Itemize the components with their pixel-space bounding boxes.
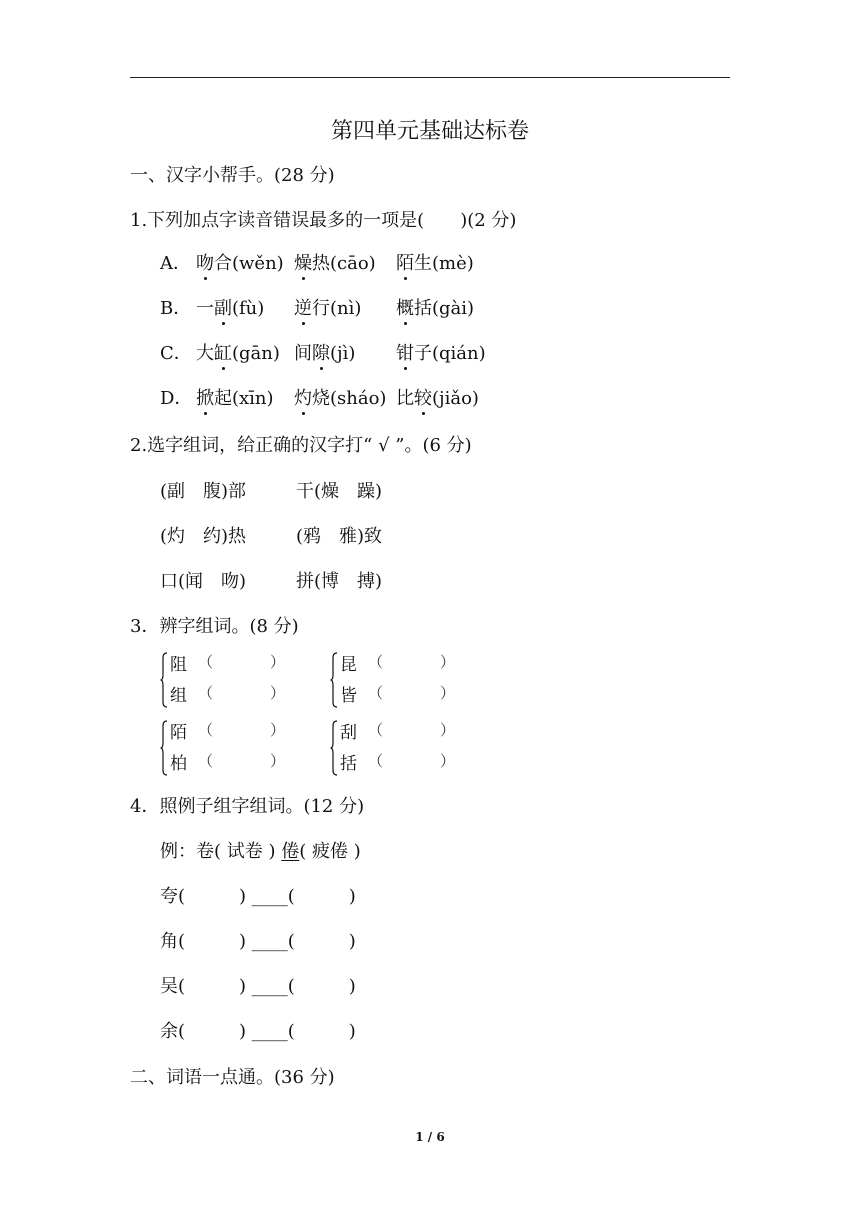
close-paren: ） [270,653,286,671]
q1-option-word [294,384,386,410]
q1-option-letter: C． [160,343,192,364]
close-paren: ） [440,721,456,739]
word-suffix: (fù) [232,298,265,319]
word-prefix: 比 [396,388,414,409]
open-paren: （ [198,684,214,702]
word-suffix: (jì) [330,343,356,364]
open-paren: （ [368,684,384,702]
q3-char: 柏 [170,754,187,774]
close-paren: ） [270,721,286,739]
dotted-char: 隙 [312,339,330,365]
q1-option-word [294,294,361,320]
open-paren: （ [198,752,214,770]
open-paren: （ [198,721,214,739]
close-paren: ） [440,653,456,671]
q3-char-pair [160,650,310,712]
close-paren: ） [440,684,456,702]
q2-item: 口(闻 吻) [160,571,247,592]
q1-option-word [396,294,474,320]
section-1-heading: 一、汉字小帮手。(28 分) [130,165,335,186]
q1-option-word [396,384,479,410]
q1-option-letter: B． [160,298,192,319]
word-suffix: (gān) [232,343,280,364]
q1-option-word [294,339,355,365]
word-suffix: 烧(sháo) [312,388,387,409]
q3-char-pair [330,718,480,780]
q4-stem: 4．照例子组字组词。(12 分) [130,796,365,817]
q1-option [160,339,660,365]
word-suffix: 热(cāo) [312,253,376,274]
q4-char: 夸 [160,886,178,907]
q2-item: (副 腹)部 [160,481,247,502]
brace-icon [330,652,338,708]
q3-char: 括 [340,754,357,774]
q1-option-word [294,249,376,275]
word-suffix: 起(xīn) [214,388,274,409]
q1-option-word [196,384,274,410]
q3-stem: 3．辨字组词。(8 分) [130,616,299,637]
q4-blank-row [160,972,356,998]
open-paren: （ [198,653,214,671]
open-paren: （ [368,752,384,770]
dotted-char: 陌 [396,249,414,275]
dotted-char: 灼 [294,384,312,410]
brace-icon [330,720,338,776]
q3-char-pair [160,718,310,780]
q3-char: 组 [170,686,187,706]
q3-char-pair [330,650,480,712]
dotted-char: 燥 [294,249,312,275]
dotted-char: 掀 [196,384,214,410]
section-2-heading: 二、词语一点通。(36 分) [130,1067,335,1088]
q4-blank-row [160,927,356,953]
q2-item: 干(燥 躁) [296,481,383,502]
q1-option [160,294,660,320]
q4-blank: ( ) ____( ) [178,931,356,952]
word-suffix: 合(wěn) [214,253,284,274]
dotted-char: 缸 [214,339,232,365]
q1-option-word [196,249,284,275]
q2-item: (鸦 雅)致 [296,526,383,547]
q1-stem: 1.下列加点字读音错误最多的一项是( )(2 分) [130,210,517,231]
dotted-char: 副 [214,294,232,320]
close-paren: ） [270,752,286,770]
q1-option [160,249,660,275]
close-paren: ） [270,684,286,702]
word-suffix: 子(qián) [414,343,486,364]
dotted-char: 较 [414,384,432,410]
q4-example: 例：卷( 试卷 ) 倦( 疲倦 ) [160,841,361,862]
page-number: 1 / 6 [415,1130,445,1144]
q2-item: (灼 约)热 [160,526,247,547]
q1-option [160,384,660,410]
word-prefix: 一 [196,298,214,319]
q1-option-letter: D． [160,388,193,409]
q4-blank: ( ) ____( ) [178,886,356,907]
open-paren: （ [368,653,384,671]
word-prefix: 大 [196,343,214,364]
open-paren: （ [368,721,384,739]
dotted-char: 吻 [196,249,214,275]
word-suffix: 行(nì) [312,298,362,319]
q1-option-word [196,339,280,365]
q4-blank: ( ) ____( ) [178,976,356,997]
q2-stem: 2.选字组词，给正确的汉字打“ √ ”。(6 分) [130,435,472,456]
close-paren: ） [440,752,456,770]
word-suffix: (jiǎo) [432,388,479,409]
q4-char: 角 [160,931,178,952]
dotted-char: 概 [396,294,414,320]
q3-char: 昆 [340,655,357,675]
word-suffix: 生(mè) [414,253,474,274]
q1-option-word [396,339,486,365]
q4-blank: ( ) ____( ) [178,1021,356,1042]
page-title: 第四单元基础达标卷 [330,119,529,144]
dotted-char: 逆 [294,294,312,320]
q1-option-word [196,294,264,320]
q3-char: 皆 [340,686,357,706]
q3-char: 陌 [170,723,187,743]
q4-blank-row [160,1017,356,1043]
q2-item: 拼(博 搏) [296,571,383,592]
q4-char: 余 [160,1021,178,1042]
top-rule [130,77,730,78]
word-prefix: 间 [294,343,312,364]
q3-char: 阻 [170,655,187,675]
q1-option-letter: A． [160,253,191,274]
brace-icon [160,652,168,708]
dotted-char: 钳 [396,339,414,365]
q4-char: 吴 [160,976,178,997]
q4-blank-row [160,882,356,908]
q1-option-word [396,249,474,275]
word-suffix: 括(gài) [414,298,475,319]
brace-icon [160,720,168,776]
q3-char: 刮 [340,723,357,743]
